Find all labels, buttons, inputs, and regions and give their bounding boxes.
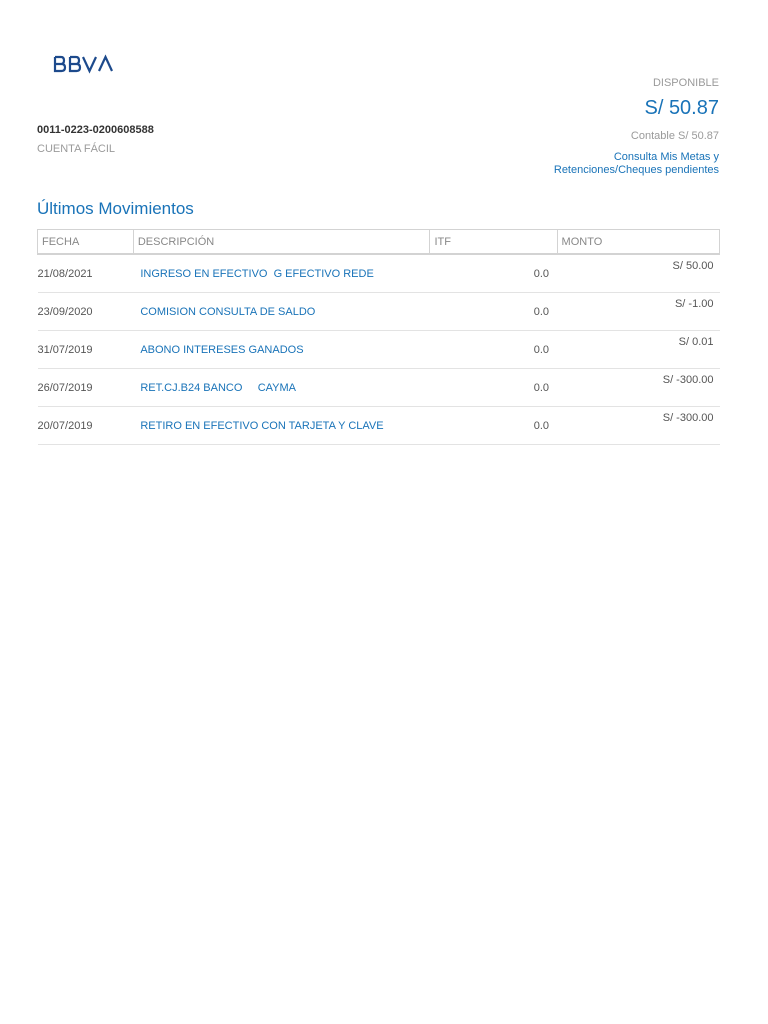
row-amount: S/ -300.00: [557, 369, 719, 407]
table-row: [38, 254, 720, 293]
account-type: CUENTA FÁCIL: [37, 143, 116, 155]
header-fecha: FECHA: [38, 230, 134, 255]
section-title: Últimos Movimientos: [37, 199, 194, 218]
header-itf: ITF: [430, 230, 557, 255]
row-itf: 0.0: [430, 331, 557, 369]
row-amount: S/ 50.00: [557, 254, 719, 293]
table-header-row: [38, 230, 720, 255]
row-description-link[interactable]: COMISION CONSULTA DE SALDO: [133, 293, 430, 331]
table-row: [38, 293, 720, 331]
row-itf: 0.0: [430, 369, 557, 407]
row-amount: S/ 0.01: [557, 331, 719, 369]
table-row: [38, 369, 720, 407]
row-date: 21/08/2021: [38, 254, 134, 293]
link-line-2[interactable]: Retenciones/Cheques pendientes: [553, 164, 719, 176]
available-balance: S/ 50.87: [644, 97, 719, 119]
row-description-link[interactable]: INGRESO EN EFECTIVO G EFECTIVO REDE: [133, 254, 430, 293]
link-line-1[interactable]: Consulta Mis Metas y: [613, 151, 719, 163]
account-number: 0011-0223-0200608588: [37, 124, 154, 136]
bbva-logo: [53, 52, 119, 76]
available-label: DISPONIBLE: [652, 77, 719, 89]
movements-table: [37, 229, 720, 445]
row-date: 31/07/2019: [38, 331, 134, 369]
table-row: [38, 407, 720, 445]
row-itf: 0.0: [430, 293, 557, 331]
header-descripcion: DESCRIPCIÓN: [133, 230, 430, 255]
row-description-link[interactable]: ABONO INTERESES GANADOS: [133, 331, 430, 369]
balance-block: [554, 76, 719, 177]
row-description-link[interactable]: RETIRO EN EFECTIVO CON TARJETA Y CLAVE: [133, 407, 430, 445]
accounting-balance: Contable S/ 50.87: [630, 130, 719, 142]
row-amount: S/ -300.00: [557, 407, 719, 445]
header-monto: MONTO: [557, 230, 719, 255]
row-itf: 0.0: [430, 407, 557, 445]
row-date: 26/07/2019: [38, 369, 134, 407]
row-date: 20/07/2019: [38, 407, 134, 445]
row-date: 23/09/2020: [38, 293, 134, 331]
row-amount: S/ -1.00: [557, 293, 719, 331]
goals-retentions-link[interactable]: [554, 151, 719, 177]
table-row: [38, 331, 720, 369]
row-description-link[interactable]: RET.CJ.B24 BANCO CAYMA: [133, 369, 430, 407]
row-itf: 0.0: [430, 254, 557, 293]
